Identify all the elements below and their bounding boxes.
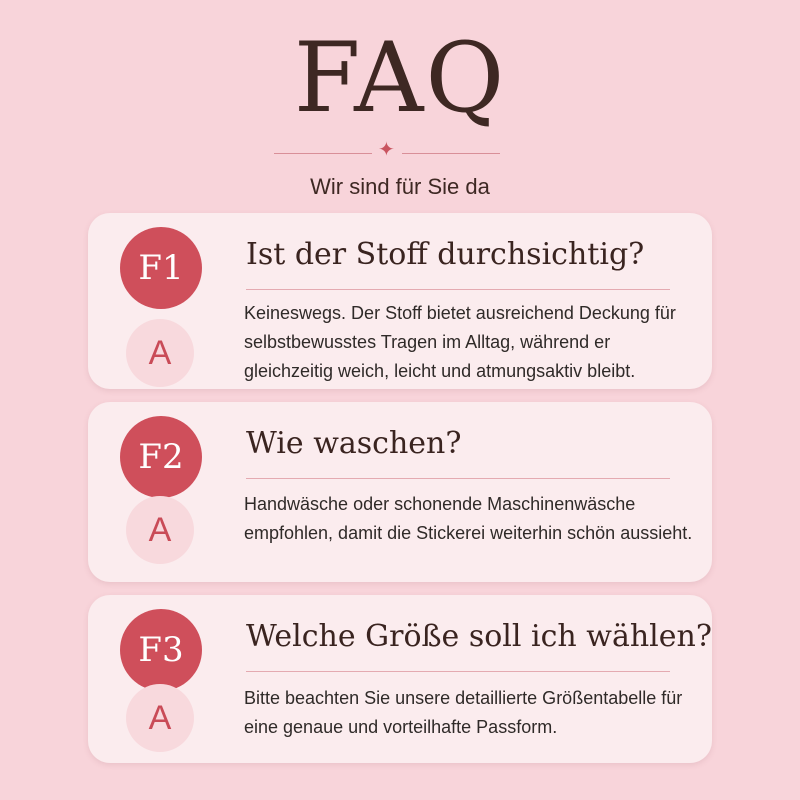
divider-line-right <box>402 153 500 154</box>
question-badge: F2 <box>120 416 202 498</box>
question-divider <box>246 478 670 479</box>
page-title: FAQ <box>293 22 507 134</box>
question-divider <box>246 289 670 290</box>
page-subtitle: Wir sind für Sie da <box>310 174 490 199</box>
answer-badge: A <box>126 496 194 564</box>
faq-question: Welche Größe soll ich wählen? <box>246 619 712 654</box>
answer-badge: A <box>126 684 194 752</box>
faq-answer: Keineswegs. Der Stoff bietet ausreichend Deckung für selbstbewusstes Tragen im Alltag, während er gleichzeitig weich, leicht und atmungsaktiv bleibt. <box>244 303 676 381</box>
question-badge: F1 <box>120 227 202 309</box>
sparkle-icon: ✦ <box>378 139 395 161</box>
title-divider <box>274 139 500 161</box>
faq-question: Wie waschen? <box>246 426 462 461</box>
divider-line-left <box>274 153 372 154</box>
faq-question: Ist der Stoff durchsichtig? <box>246 237 645 272</box>
faq-card-2 <box>88 402 712 582</box>
faq-answer: Handwäsche oder schonende Maschinenwäsche empfohlen, damit die Stickerei weiterhin schön aussieht. <box>244 494 693 543</box>
answer-badge: A <box>126 319 194 387</box>
question-divider <box>246 671 670 672</box>
faq-card-1 <box>88 213 712 389</box>
faq-card-3 <box>88 595 712 763</box>
question-badge: F3 <box>120 609 202 691</box>
faq-answer: Bitte beachten Sie unsere detaillierte Größentabelle für eine genaue und vorteilhafte Passform. <box>244 688 683 737</box>
